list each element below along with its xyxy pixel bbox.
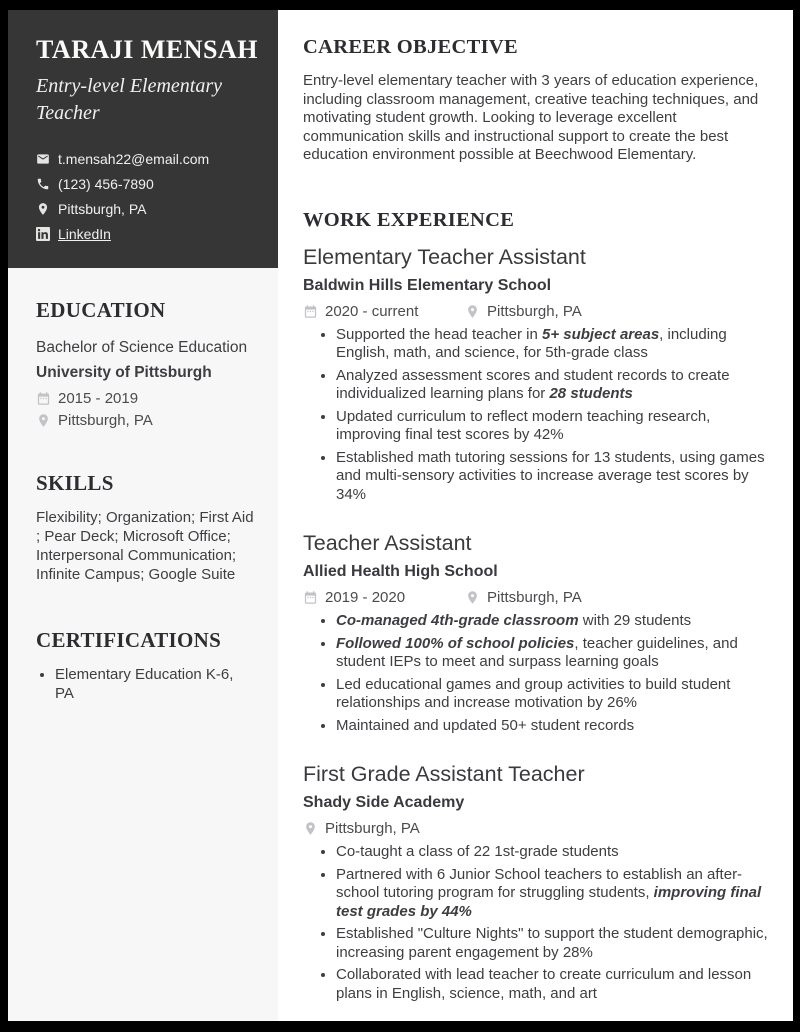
objective-section <box>303 36 779 165</box>
job-company: Baldwin Hills Elementary School <box>303 276 552 294</box>
job-bullet: • Maintained and updated 50+ student records <box>336 717 779 736</box>
candidate-name: TARAJI MENSAH <box>36 35 258 64</box>
job-location-cell <box>465 303 582 320</box>
education-heading: EDUCATION <box>36 298 166 322</box>
job-entry <box>303 245 779 505</box>
education-section <box>36 298 256 429</box>
job-meta <box>303 820 779 837</box>
job-bullet: • Supported the head teacher in 5+ subject areas, including English, math, and science, for 5th-grade class <box>336 326 779 363</box>
experience-heading: WORK EXPERIENCE <box>303 208 515 231</box>
contact-text-linkedin[interactable]: LinkedIn <box>58 225 111 242</box>
certifications-heading: CERTIFICATIONS <box>36 628 222 652</box>
contact-item-email <box>36 151 260 167</box>
experience-section <box>303 209 779 1004</box>
job-dates-cell <box>303 589 465 606</box>
job-bullet: • Established math tutoring sessions for 13 students, using games and multi-sensory activities to increase average test scores by 34% <box>336 449 779 505</box>
job-dates: 2019 - 2020 <box>325 589 406 606</box>
job-company: Shady Side Academy <box>303 794 465 811</box>
job-bullet: • Partnered with 6 Junior School teachers to establish an after-school tutoring program for struggling students, improving final test grades by 44% <box>336 866 779 922</box>
sidebar-header-block <box>8 10 278 268</box>
job-bullets <box>303 326 779 505</box>
sidebar <box>8 10 278 1021</box>
job-bullet: • Co-taught a class of 22 1st-grade students <box>336 843 779 862</box>
calendar-icon <box>36 391 51 406</box>
education-school: University of Pittsburgh <box>36 364 212 381</box>
education-dates: 2015 - 2019 <box>58 390 139 407</box>
job-title: Elementary Teacher Assistant <box>303 244 586 269</box>
phone-icon <box>36 177 50 191</box>
contact-text-location: Pittsburgh, PA <box>58 200 147 217</box>
job-bullet: • Led educational games and group activities to build student relationships and increase motivation by 26% <box>336 676 779 713</box>
main-column <box>278 10 793 1021</box>
job-company: Allied Health High School <box>303 563 498 580</box>
contact-item-phone <box>36 176 260 192</box>
job-bullet: • Updated curriculum to reflect modern teaching research, improving final test scores by 42% <box>336 408 779 445</box>
objective-text: Entry-level elementary teacher with 3 years of education experience, including classroom management, creative teaching techniques, and motivating student growth. Looking to leverage excellent communication skills and instructional support to create the best education environment possible at Beechwood Elementary. <box>303 72 759 163</box>
contact-item-linkedin[interactable] <box>36 226 260 242</box>
sidebar-body <box>8 268 278 703</box>
skills-heading: SKILLS <box>36 471 114 495</box>
map-pin-icon <box>303 821 318 836</box>
linkedin-icon <box>36 227 50 241</box>
contact-text-phone: (123) 456-7890 <box>58 175 154 192</box>
map-pin-icon <box>465 590 480 605</box>
education-location-row <box>36 412 256 429</box>
contact-text-email: t.mensah22@email.com <box>58 150 210 167</box>
job-bullet: • Collaborated with lead teacher to create curriculum and lesson plans in English, science, math, and art <box>336 966 779 1003</box>
job-dates: 2020 - current <box>325 302 419 320</box>
objective-heading: CAREER OBJECTIVE <box>303 36 518 58</box>
certification-item: • Elementary Education K-6, PA <box>55 665 256 703</box>
job-bullets <box>303 612 779 735</box>
job-bullets <box>303 843 779 1003</box>
certifications-list <box>36 665 256 703</box>
job-location-cell <box>303 820 420 837</box>
job-entry <box>303 531 779 735</box>
candidate-title: Entry-level Elementary Teacher <box>36 74 223 124</box>
education-degree: Bachelor of Science Education <box>36 339 248 356</box>
job-bullet: • Analyzed assessment scores and student records to create individualized learning plans for 28 students <box>336 367 779 404</box>
skills-section <box>36 471 256 584</box>
resume-page <box>8 10 793 1021</box>
job-location: Pittsburgh, PA <box>325 820 420 837</box>
job-location: Pittsburgh, PA <box>487 589 582 606</box>
job-location-cell <box>465 589 582 606</box>
map-pin-icon <box>36 413 51 428</box>
education-location: Pittsburgh, PA <box>58 412 153 429</box>
job-dates-cell <box>303 303 465 320</box>
contact-item-location <box>36 201 260 217</box>
envelope-icon <box>36 152 50 166</box>
job-bullet: • Co-managed 4th-grade classroom with 29 students <box>336 612 779 631</box>
job-bullet: • Followed 100% of school policies, teacher guidelines, and student IEPs to meet and surpass learning goals <box>336 635 779 672</box>
job-meta <box>303 589 779 606</box>
job-entry <box>303 762 779 1003</box>
job-meta <box>303 303 779 320</box>
job-bullet: • Established "Culture Nights" to support the student demographic, increasing parent engagement by 28% <box>336 925 779 962</box>
job-title: First Grade Assistant Teacher <box>303 762 585 786</box>
calendar-icon <box>303 590 318 605</box>
calendar-icon <box>303 304 318 319</box>
certifications-section <box>36 628 256 703</box>
map-pin-icon <box>36 202 50 216</box>
map-pin-icon <box>465 304 480 319</box>
education-dates-row <box>36 390 256 407</box>
job-location: Pittsburgh, PA <box>487 302 582 320</box>
skills-text: Flexibility; Organization; First Aid ; Pear Deck; Microsoft Office; Interpersonal Communication; Infinite Campus; Google Suite <box>36 509 254 583</box>
job-list <box>303 245 779 1004</box>
job-title: Teacher Assistant <box>303 531 472 555</box>
contact-list <box>36 151 260 242</box>
